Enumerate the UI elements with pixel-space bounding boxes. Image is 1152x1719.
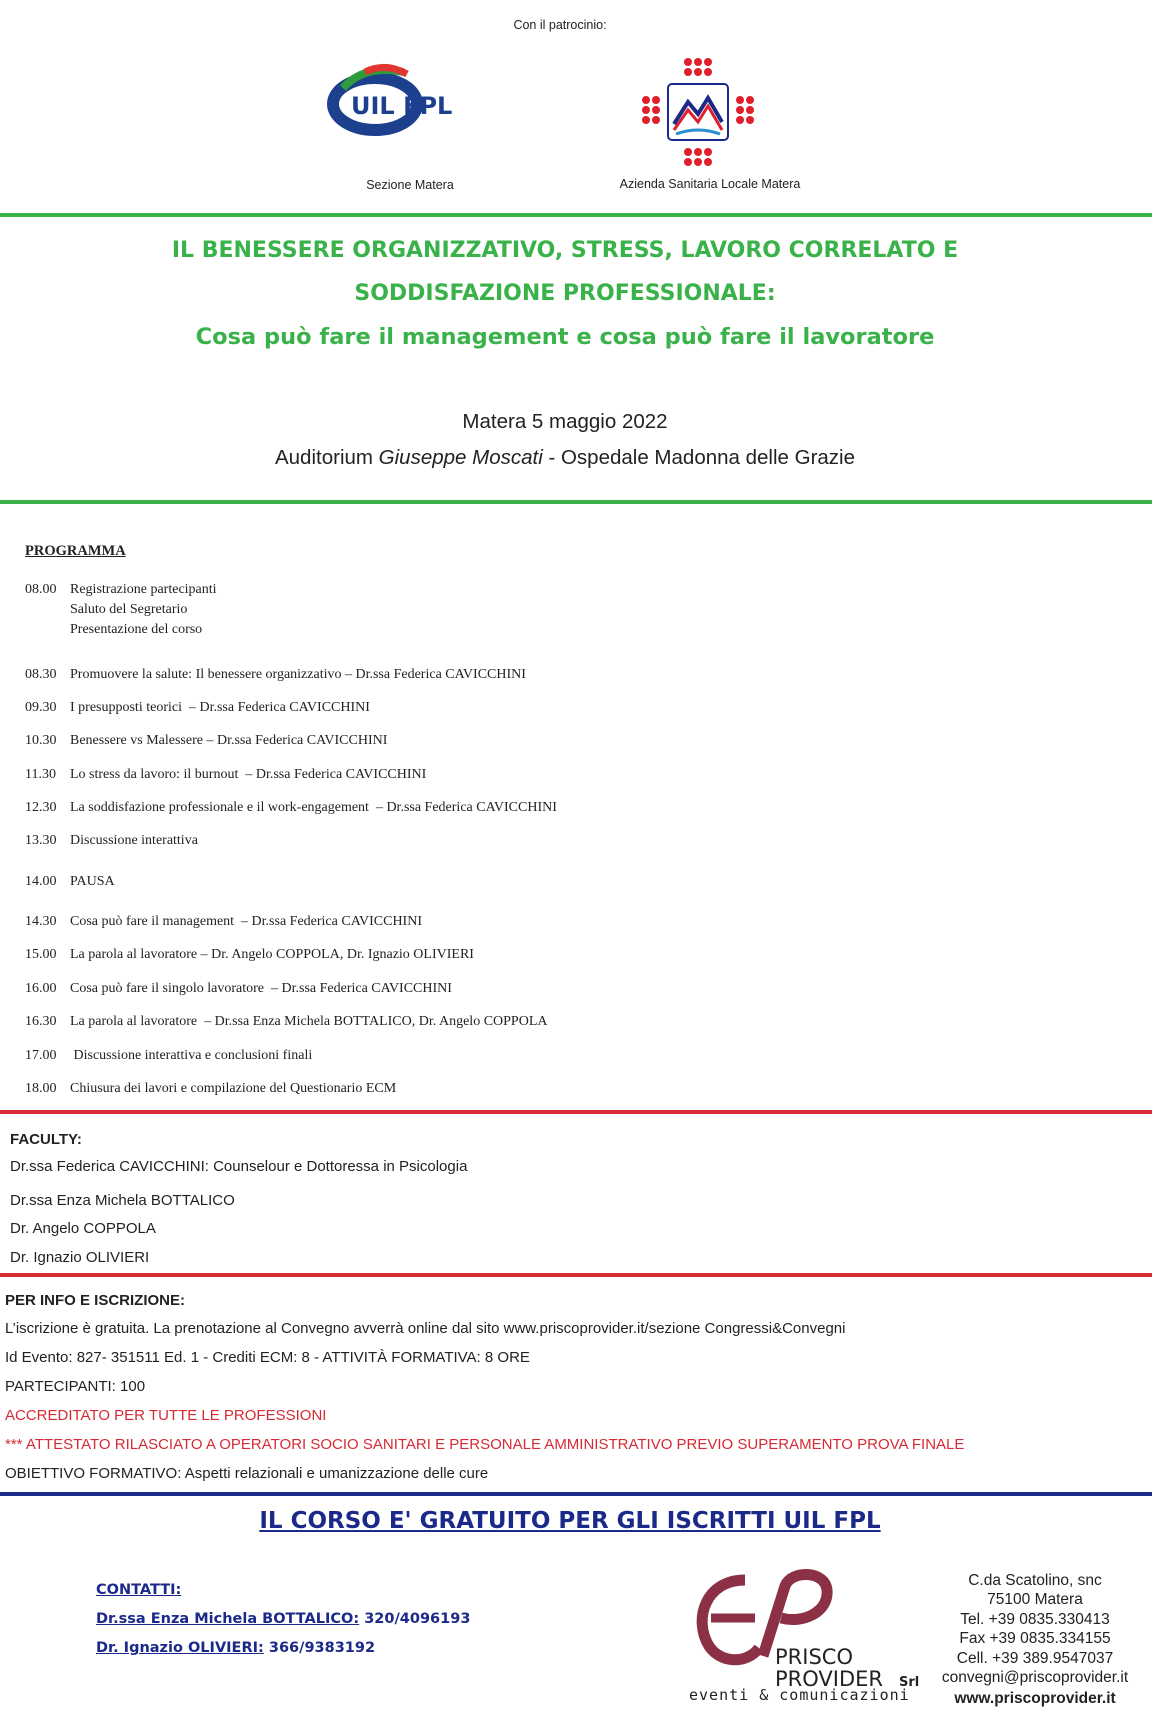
program-time: 12.30	[25, 800, 57, 815]
asl-matera-logo	[640, 56, 756, 166]
top-divider	[0, 213, 1152, 217]
faculty-member: Dr. Ignazio OLIVIERI	[10, 1249, 150, 1266]
asl-logo-caption: Azienda Sanitaria Locale Matera	[619, 177, 801, 191]
program-time: 16.30	[25, 1014, 57, 1029]
program-item: Registrazione partecipanti	[70, 582, 217, 597]
contact-phone: 366/9383192	[263, 1640, 376, 1656]
program-item: La parola al lavoratore – Dr. Angelo COPPOLA, Dr. Ignazio OLIVIERI	[70, 947, 474, 962]
program-item: Lo stress da lavoro: il burnout – Dr.ssa Federica CAVICCHINI	[70, 767, 427, 782]
faculty-member: Dr.ssa Enza Michela BOTTALICO	[10, 1192, 235, 1209]
program-time: 09.30	[25, 700, 57, 715]
phone-line: Tel. +39 0835.330413	[960, 1611, 1110, 1628]
program-item: Discussione interattiva e conclusioni finali	[70, 1048, 313, 1063]
faculty-divider	[0, 1110, 1152, 1114]
uil-logo-caption: Sezione Matera	[366, 178, 454, 192]
info-accreditation: ACCREDITATO PER TUTTE LE PROFESSIONI	[5, 1407, 327, 1424]
prisco-provider-logo	[685, 1560, 923, 1700]
program-time: 14.00	[25, 874, 57, 889]
program-time: 18.00	[25, 1081, 57, 1096]
info-certificate: *** ATTESTATO RILASCIATO A OPERATORI SOCIO SANITARI E PERSONALE AMMINISTRATIVO PREVIO SUPERAMENTO PROVA FINALE	[5, 1436, 965, 1453]
program-time: 14.30	[25, 914, 57, 929]
info-objective: OBIETTIVO FORMATIVO: Aspetti relazionali e umanizzazione delle cure	[5, 1465, 489, 1482]
program-time: 16.00	[25, 981, 57, 996]
program-item: I presupposti teorici – Dr.ssa Federica CAVICCHINI	[70, 700, 370, 715]
program-item: Benessere vs Malessere – Dr.ssa Federica CAVICCHINI	[70, 733, 388, 748]
uil-fpl-logo-text: UIL FPL	[351, 92, 453, 120]
contact-bottalico[interactable]	[96, 1611, 470, 1627]
program-time: 10.30	[25, 733, 57, 748]
title-subtitle: Cosa può fare il management e cosa può fare il lavoratore	[195, 324, 935, 350]
venue-name: Giuseppe Moscati	[378, 446, 543, 469]
srl-text: Srl	[899, 1675, 920, 1690]
free-course-banner: IL CORSO E' GRATUITO PER GLI ISCRITTI UIL FPL	[259, 1508, 881, 1534]
info-registration: L’iscrizione è gratuita. La prenotazione al Convegno avverrà online dal sito www.priscoprovider.it/sezione Congressi&Convegni	[5, 1320, 846, 1337]
info-divider	[0, 1273, 1152, 1277]
program-item: PAUSA	[70, 874, 115, 889]
contact-name: Dr. Ignazio OLIVIERI:	[96, 1640, 264, 1656]
title-line-1: IL BENESSERE ORGANIZZATIVO, STRESS, LAVORO CORRELATO E	[171, 238, 959, 263]
contact-olivieri[interactable]	[96, 1640, 375, 1656]
program-time: 13.30	[25, 833, 57, 848]
faculty-member: Dr. Angelo COPPOLA	[10, 1220, 156, 1237]
program-item: La parola al lavoratore – Dr.ssa Enza Michela BOTTALICO, Dr. Angelo COPPOLA	[70, 1014, 548, 1029]
address-line: C.da Scatolino, snc	[968, 1572, 1102, 1589]
program-divider	[0, 500, 1152, 504]
program-item: Presentazione del corso	[70, 622, 203, 637]
email-link[interactable]: convegni@priscoprovider.it	[941, 1669, 1129, 1686]
tagline-text: eventi & comunicazioni	[689, 1686, 910, 1700]
address-line: 75100 Matera	[987, 1591, 1083, 1608]
program-item: Chiusura dei lavori e compilazione del Questionario ECM	[70, 1081, 397, 1096]
cell-line: Cell. +39 389.9547037	[956, 1650, 1114, 1667]
venue-suffix: - Ospedale Madonna delle Grazie	[542, 446, 856, 469]
program-time: 08.30	[25, 667, 57, 682]
patronage-label: Con il patrocinio:	[513, 18, 607, 32]
program-time: 17.00	[25, 1048, 57, 1063]
program-time: 15.00	[25, 947, 57, 962]
contact-name: Dr.ssa Enza Michela BOTTALICO:	[96, 1611, 360, 1627]
program-item: Promuovere la salute: Il benessere organizzativo – Dr.ssa Federica CAVICCHINI	[70, 667, 526, 682]
event-date: Matera 5 maggio 2022	[462, 410, 668, 433]
website-link[interactable]: www.priscoprovider.it	[954, 1690, 1116, 1707]
faculty-heading: FACULTY:	[10, 1131, 82, 1148]
program-item: Cosa può fare il singolo lavoratore – Dr.ssa Federica CAVICCHINI	[70, 981, 452, 996]
fax-line: Fax +39 0835.334155	[959, 1630, 1111, 1647]
title-line-2: SODDISFAZIONE PROFESSIONALE:	[354, 281, 776, 306]
venue-prefix: Auditorium	[274, 446, 379, 469]
prisco-text: PRISCO	[775, 1645, 853, 1669]
footer-divider	[0, 1492, 1152, 1496]
faculty-member: Dr.ssa Federica CAVICCHINI: Counselour e Dottoressa in Psicologia	[10, 1158, 468, 1175]
contact-phone: 320/4096193	[359, 1611, 471, 1627]
info-event-id: Id Evento: 827- 351511 Ed. 1 - Crediti ECM: 8 - ATTIVITÀ FORMATIVA: 8 ORE	[5, 1349, 530, 1366]
program-item: Cosa può fare il management – Dr.ssa Federica CAVICCHINI	[70, 914, 422, 929]
contacts-heading: CONTATTI:	[96, 1582, 182, 1598]
program-item: Saluto del Segretario	[70, 602, 188, 617]
program-item: Discussione interattiva	[70, 833, 198, 848]
program-item: La soddisfazione professionale e il work-engagement – Dr.ssa Federica CAVICCHINI	[70, 800, 557, 815]
provider-text: PROVIDER	[775, 1667, 884, 1691]
event-venue	[0, 446, 1130, 470]
info-heading: PER INFO E ISCRIZIONE:	[5, 1292, 186, 1309]
program-heading: PROGRAMMA	[25, 543, 126, 559]
program-time: 11.30	[25, 767, 56, 782]
uil-fpl-logo	[325, 58, 485, 146]
info-participants: PARTECIPANTI: 100	[5, 1378, 146, 1395]
program-time: 08.00	[25, 582, 57, 597]
